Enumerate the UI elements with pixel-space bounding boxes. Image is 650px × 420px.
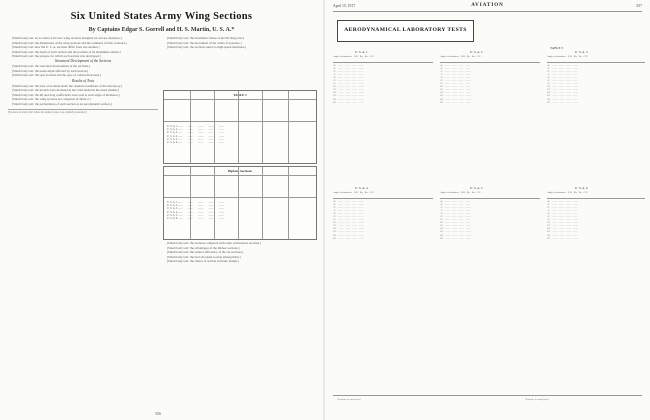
- data-row: 16° —— —— —— ——: [440, 94, 471, 98]
- table-row: U. S. A. 1—— —— —— —— ——: [167, 201, 230, 204]
- data-row: 0° —— —— —— ——: [440, 206, 471, 210]
- data-row: 4° —— —— —— ——: [547, 76, 578, 80]
- data-row: 12° —— —— —— ——: [547, 88, 578, 92]
- data-row: 8° —— —— —— ——: [333, 82, 364, 86]
- subhead-structural: Structural Development of the Sections: [54, 59, 112, 64]
- data-row: 10° —— —— —— ——: [333, 85, 364, 89]
- data-row: 18° —— —— —— ——: [440, 97, 471, 101]
- data-row: 20° —— —— —— ——: [547, 236, 578, 240]
- data-row: 2° —— —— —— ——: [333, 209, 364, 213]
- table-1: [163, 90, 317, 164]
- paragraph: [Small body text: the sections suited to high-speed machines.]: [167, 45, 247, 49]
- data-row: 18° —— —— —— ——: [440, 233, 471, 237]
- colhead-4: Angle of incidence L/D Ky Kx C.P.: [333, 191, 374, 194]
- data-row: -2° —— —— —— ——: [440, 203, 471, 207]
- paragraph: [Small body text: the maximum values of the lift/drag ratio.]: [167, 37, 245, 40]
- data-row: 6° —— —— —— ——: [547, 79, 578, 83]
- data-row: 10° —— —— —— ——: [440, 221, 471, 225]
- paragraph: [Small body text: the structural development of the sections.]: [12, 64, 90, 69]
- paragraph: [Small body text: the movement of the centre of pressure.]: [167, 40, 242, 45]
- data-row: 8° —— —— —— ——: [547, 218, 578, 222]
- data-row: 6° —— —— —— ——: [440, 215, 471, 219]
- table-row: U. S. A. 4—— —— —— —— ——: [167, 210, 230, 214]
- header-title: AVIATION: [471, 3, 504, 8]
- paragraph: [Small body text: the performance of each section as an aerodynamic surface.]: [12, 101, 113, 106]
- section-label-usa4: U. S. A. 4: [355, 186, 368, 190]
- data-row: 14° —— —— —— ——: [440, 227, 471, 231]
- left-column-1: [8, 37, 158, 409]
- data-row: -4° —— —— —— ——: [333, 64, 364, 67]
- data-row: 8° —— —— —— ——: [440, 82, 471, 86]
- data-row: 20° —— —— —— ——: [333, 100, 364, 104]
- data-row: 18° —— —— —— ——: [333, 233, 364, 237]
- data-row: -2° —— —— —— ——: [547, 203, 578, 207]
- data-row: 10° —— —— —— ——: [547, 221, 578, 225]
- data-row: 18° —— —— —— ——: [547, 233, 578, 237]
- data-row: 8° —— —— —— ——: [333, 218, 364, 222]
- data-row: 16° —— —— —— ——: [547, 94, 578, 98]
- table-row: U. S. A. 3—— —— —— —— ——: [167, 207, 230, 211]
- data-row: -4° —— —— —— ——: [440, 200, 471, 203]
- data-row: 4° —— —— —— ——: [440, 76, 471, 80]
- paragraph: [Small body text: the depth of each section and the position of its maximum camber.]: [12, 49, 121, 54]
- table-row: U. S. A. 4—— —— —— —— ——: [167, 134, 230, 138]
- footnote-left: [Footnote in small print.]: [337, 398, 362, 401]
- data-table-usa2: [440, 64, 540, 182]
- data-row: 6° —— —— —— ——: [547, 215, 578, 219]
- section-label-usa5: U. S. A. 5: [470, 186, 483, 190]
- left-column-2-bottom: [163, 242, 315, 408]
- table-2: [163, 166, 317, 240]
- data-row: 0° —— —— —— ——: [547, 206, 578, 210]
- data-row: 2° —— —— —— ——: [547, 73, 578, 77]
- data-row: -4° —— —— —— ——: [547, 64, 578, 67]
- header-page-number: 357: [636, 4, 642, 8]
- right-page: [325, 0, 650, 420]
- footnote-right: [Footnote in small print.]: [525, 398, 550, 401]
- data-row: 0° —— —— —— ——: [333, 70, 364, 74]
- colhead-6: Angle of incidence L/D Ky Kx C.P.: [547, 191, 588, 194]
- data-row: 10° —— —— —— ——: [333, 221, 364, 225]
- data-table-usa6: [547, 200, 645, 318]
- data-row: -4° —— —— —— ——: [333, 200, 364, 203]
- table-label: TABLE 3: [550, 46, 564, 50]
- data-row: 14° —— —— —— ——: [333, 227, 364, 231]
- section-label-usa3: U. S. A. 3: [575, 50, 588, 54]
- data-row: 6° —— —— —— ——: [333, 215, 364, 219]
- data-row: 4° —— —— —— ——: [547, 212, 578, 216]
- article-byline: By Captains Edgar S. Gorrell and H. S. Martin, U. S. A.*: [88, 27, 235, 33]
- data-row: -2° —— —— —— ——: [547, 67, 578, 71]
- table-row: U. S. A. 1—— —— —— —— ——: [167, 125, 230, 128]
- table-1-caption: TABLE 1: [233, 93, 247, 97]
- header-date: April 15, 1917: [333, 4, 356, 8]
- article-title: Six United States Army Wing Sections: [70, 11, 253, 22]
- paragraph: [Small body text: how the U. S. A. sections differ from one another.]: [12, 45, 100, 49]
- data-row: 2° —— —— —— ——: [547, 209, 578, 213]
- data-row: 12° —— —— —— ——: [440, 88, 471, 92]
- table-row: U. S. A. 6—— —— —— —— ——: [167, 217, 230, 221]
- data-row: 4° —— —— —— ——: [440, 212, 471, 216]
- data-row: -2° —— —— —— ——: [333, 203, 364, 207]
- left-page: [0, 0, 324, 420]
- data-row: 6° —— —— —— ——: [333, 79, 364, 83]
- table-row: U. S. A. 5—— —— —— —— ——: [167, 213, 230, 217]
- data-row: 6° —— —— —— ——: [440, 79, 471, 83]
- data-row: -4° —— —— —— ——: [440, 64, 471, 67]
- table-2-caption: Biplane Sections: [228, 169, 252, 173]
- data-table-usa1: [333, 64, 433, 182]
- colhead-2: Angle of incidence L/D Ky Kx C.P.: [440, 55, 481, 58]
- data-row: 12° —— —— —— ——: [440, 224, 471, 228]
- data-row: 16° —— —— —— ——: [547, 230, 578, 234]
- data-row: 8° —— —— —— ——: [440, 218, 471, 222]
- data-row: 14° —— —— —— ——: [547, 91, 578, 95]
- paragraph: [Small body text: the relative efficiency of the six sections.]: [167, 250, 244, 254]
- paragraph: [Small body text: the purpose for which each section was developed.]: [12, 54, 101, 58]
- data-row: -2° —— —— —— ——: [440, 67, 471, 71]
- data-row: 16° —— —— —— ——: [333, 94, 364, 98]
- data-table-usa4: [333, 200, 433, 318]
- subhead-results: Results of Tests: [71, 78, 95, 83]
- data-row: 8° —— —— —— ——: [547, 82, 578, 86]
- data-row: 2° —— —— —— ——: [440, 209, 471, 213]
- colhead-1: Angle of incidence L/D Ky Kx C.P.: [333, 55, 374, 58]
- section-title: AERODYNAMICAL LABORATORY TESTS: [344, 27, 467, 33]
- title-box: [337, 20, 474, 42]
- data-row: 2° —— —— —— ——: [440, 73, 471, 77]
- paragraph: [Small body text: the dimensions of the wing sections and the ordinates of their contours.]: [12, 40, 127, 45]
- data-row: 4° —— —— —— ——: [333, 76, 364, 80]
- colhead-5: Angle of incidence L/D Ky Kx C.P.: [440, 191, 481, 194]
- table-row: U. S. A. 2—— —— —— —— ——: [167, 204, 230, 208]
- data-row: 2° —— —— —— ——: [333, 73, 364, 77]
- data-row: 10° —— —— —— ——: [547, 85, 578, 89]
- data-row: 14° —— —— —— ——: [547, 227, 578, 231]
- data-row: 4° —— —— —— ——: [333, 212, 364, 216]
- data-row: -2° —— —— —— ——: [333, 67, 364, 71]
- data-row: -4° —— —— —— ——: [547, 200, 578, 203]
- paragraph: [Small body text: the advantages of the thicker sections.]: [167, 245, 240, 250]
- table-row: U. S. A. 3—— —— —— —— ——: [167, 131, 230, 135]
- data-row: 20° —— —— —— ——: [440, 236, 471, 240]
- data-row: 16° —— —— —— ——: [333, 230, 364, 234]
- data-row: 14° —— —— —— ——: [440, 91, 471, 95]
- data-row: 14° —— —— —— ——: [333, 91, 364, 95]
- table-row: U. S. A. 2—— —— —— —— ——: [167, 128, 230, 132]
- paragraph: [Small body text: the spar location and the type of construction used.]: [12, 73, 101, 78]
- data-row: 12° —— —— —— ——: [333, 224, 364, 228]
- paragraph: [Small body text: the wing sections are compared in Table 2.]: [12, 97, 91, 102]
- paragraph: [Small body text: the sections compared with other well-known sections.]: [167, 242, 262, 245]
- colhead-3: Angle of incidence L/D Ky Kx C.P.: [547, 55, 588, 58]
- data-row: 0° —— —— —— ——: [333, 206, 364, 210]
- data-row: 18° —— —— —— ——: [547, 97, 578, 101]
- data-table-usa5: [440, 200, 540, 318]
- footnote: [Footnote in small print: where the authors' paper was originally presented.]: [8, 109, 158, 114]
- data-row: 12° —— —— —— ——: [547, 224, 578, 228]
- data-row: 12° —— —— —— ——: [333, 88, 364, 92]
- page-number-left: 356: [155, 411, 161, 416]
- paragraph: [Small body text: an account of six new wing sections designed for service airplanes.]: [12, 37, 122, 40]
- paragraph: [Small body text: the best all-round section among them.]: [167, 254, 241, 259]
- data-row: 0° —— —— —— ——: [440, 70, 471, 74]
- data-row: 18° —— —— —— ——: [333, 97, 364, 101]
- section-label-usa6: U. S. A. 6: [575, 186, 588, 190]
- data-row: 16° —— —— —— ——: [440, 230, 471, 234]
- table-row: U. S. A. 6—— —— —— —— ——: [167, 141, 230, 145]
- paragraph: [Small body text: the models were mounted in the wind tunnel in the usual manner.]: [12, 88, 120, 93]
- data-table-usa3: [547, 64, 645, 182]
- table-row: U. S. A. 5—— —— —— —— ——: [167, 137, 230, 141]
- paragraph: [Small body text: the tests were made under the standard conditions of the laboratory.]: [12, 83, 123, 88]
- paragraph: [Small body text: the beam depth afforded by each section.]: [12, 68, 89, 73]
- data-row: 0° —— —— —— ——: [547, 70, 578, 74]
- paragraph: [Small body text: the choice of section in future design.]: [167, 259, 239, 263]
- section-label-usa2: U. S. A. 2: [470, 50, 483, 54]
- section-label-usa1: U. S. A. 1: [355, 50, 368, 54]
- left-column-2-top: [163, 37, 315, 87]
- data-row: 20° —— —— —— ——: [547, 100, 578, 104]
- paragraph: [Small body text: the lift and drag coefficients were read at each angle of incidence.]: [12, 92, 120, 97]
- data-row: 10° —— —— —— ——: [440, 85, 471, 89]
- data-row: 20° —— —— —— ——: [440, 100, 471, 104]
- data-row: 20° —— —— —— ——: [333, 236, 364, 240]
